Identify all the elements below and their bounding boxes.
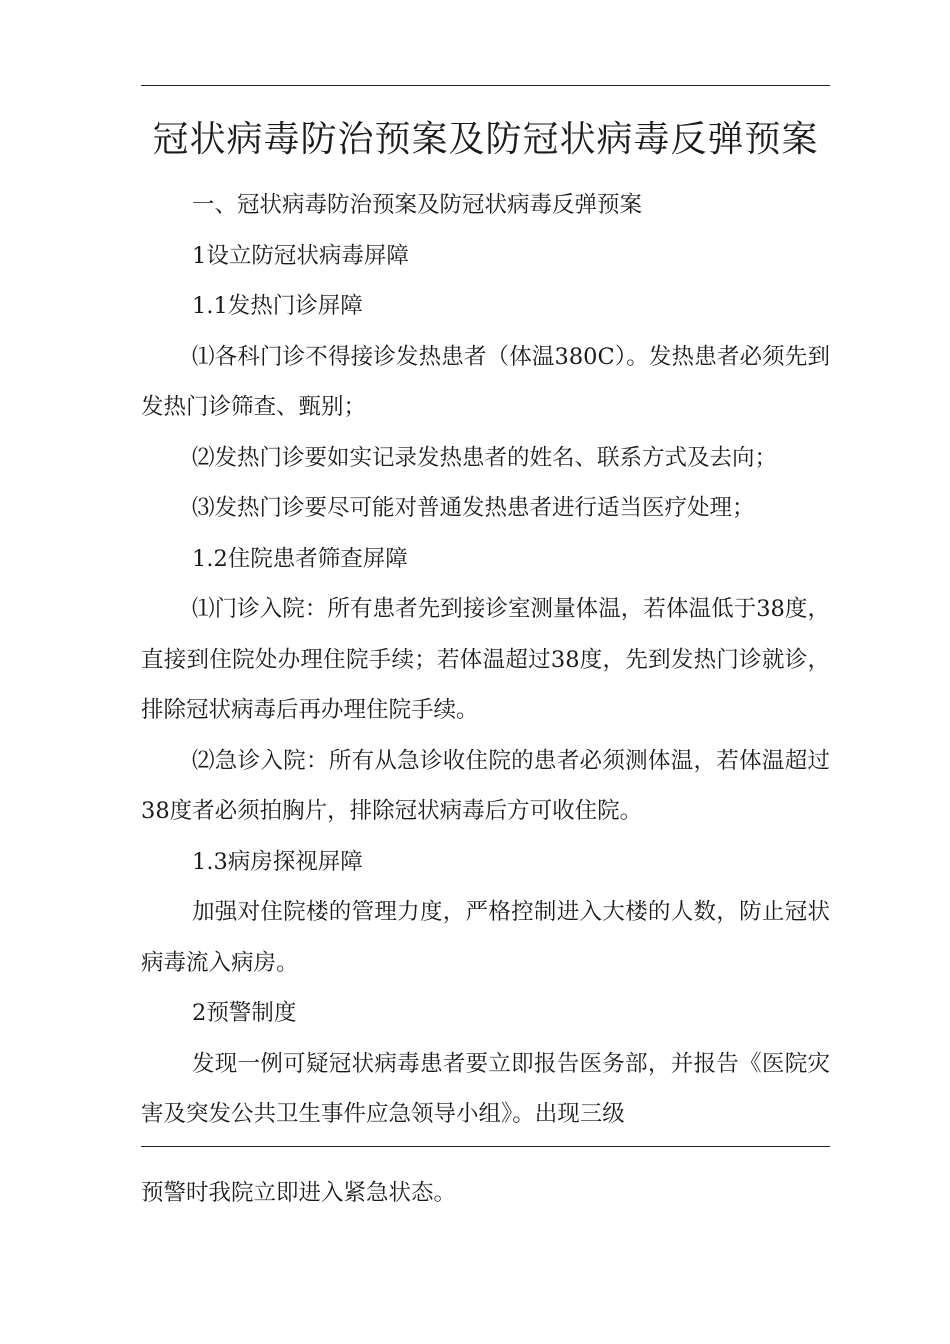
paragraph: ⑵急诊入院：所有从急诊收住院的患者必须测体温，若体温超过38度者必须拍胸片，排除冠状病毒后方可收住院。 [141,747,830,824]
paragraph: 发现一例可疑冠状病毒患者要立即报告医务部，并报告《医院灾害及突发公共卫生事件应急领导小组》。出现三级 [141,1050,830,1127]
subsection-heading: 1.3病房探视屏障 [192,848,363,875]
paragraph: ⑶发热门诊要尽可能对普通发热患者进行适当医疗处理； [192,495,755,521]
section-heading: 2预警制度 [192,1000,297,1026]
subsection-heading: 1.2住院患者筛查屏障 [192,545,408,572]
continuation-text: 预警时我院立即进入紧急状态。 [141,1180,457,1206]
subsection-heading: 1设立防冠状病毒屏障 [192,242,409,269]
paragraph: 加强对住院楼的管理力度，严格控制进入大楼的人数，防止冠状病毒流入病房。 [141,899,830,976]
paragraph: ⑴门诊入院：所有患者先到接诊室测量体温，若体温低于38度，直接到住院处办理住院手续；若体温超过38度，先到发热门诊就诊，排除冠状病毒后再办理住院手续。 [141,596,830,723]
section-heading: 一、冠状病毒防治预案及防冠状病毒反弹预案 [192,192,643,218]
paragraph: ⑴各科门诊不得接诊发热患者（体温380C）。发热患者必须先到发热门诊筛查、甄别； [141,343,830,420]
header-rule [141,85,830,86]
footer-rule [141,1146,830,1147]
subsection-heading: 1.1发热门诊屏障 [192,293,363,319]
document-title: 冠状病毒防治预案及防冠状病毒反弹预案 [152,119,819,160]
paragraph: ⑵发热门诊要如实记录发热患者的姓名、联系方式及去向； [192,444,778,471]
document-body [141,180,830,1140]
